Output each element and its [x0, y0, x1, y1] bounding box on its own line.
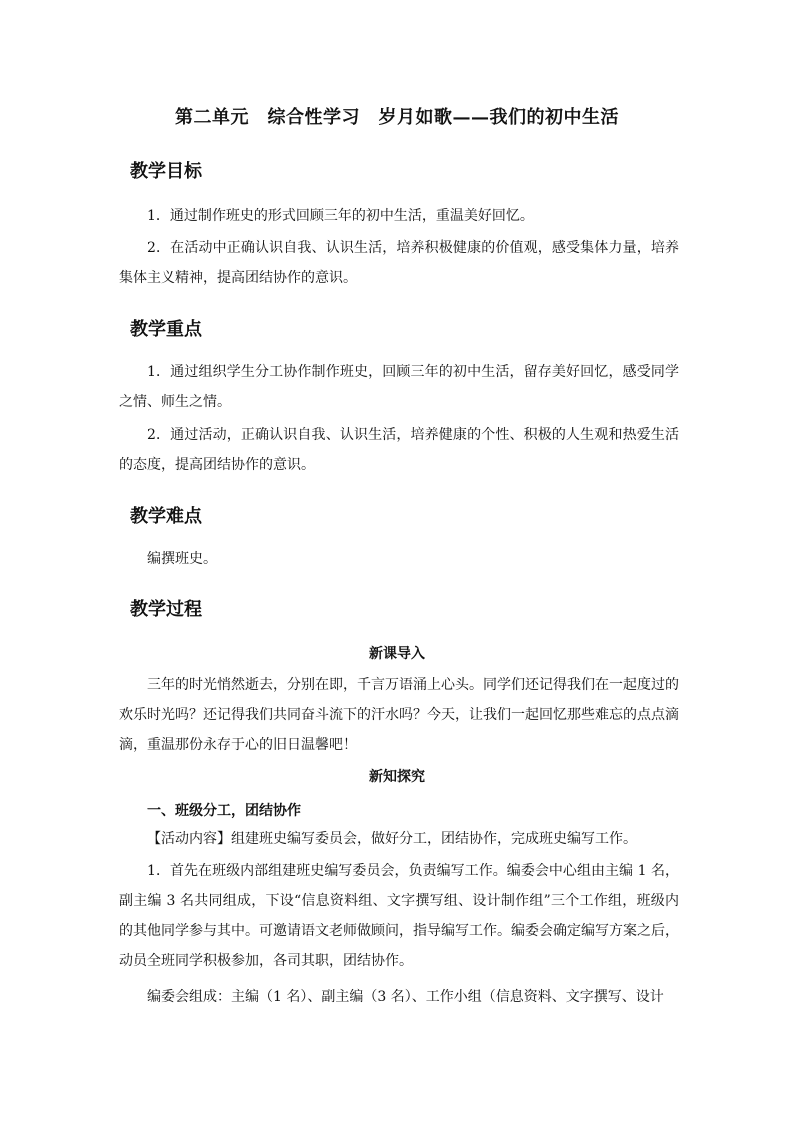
intro-paragraph: 三年的时光悄然逝去，分别在即，千言万语涌上心头。同学们还记得我们在一起度过的欢乐时光吗？还记得我们共同奋斗流下的汗水吗？今天，让我们一起回忆那些难忘的点点滴滴，重温那份永存于心的旧日温馨吧！ [119, 677, 679, 753]
key-point-item: 2．通过活动，正确认识自我、认识生活，培养健康的个性、积极的人生观和热爱生活的态度，提高团结协作的意识。 [119, 427, 679, 473]
page-title: 第二单元 综合性学习 岁月如歌——我们的初中生活 [175, 107, 619, 128]
section-heading-process: 教学过程 [126, 598, 208, 624]
part1-heading: 一、班级分工，团结协作 [147, 803, 301, 819]
committee-paragraph: 编委会组成：主编（1 名）、副主编（3 名）、工作小组（信息资料、文字撰写、设计 [147, 989, 664, 1005]
key-point-item: 1．通过组织学生分工协作制作班史，回顾三年的初中生活，留存美好回忆，感受同学之情、师生之情。 [119, 364, 679, 410]
intro-heading: 新课导入 [369, 646, 425, 662]
section-heading-objectives: 教学目标 [126, 160, 208, 186]
objective-item: 2．在活动中正确认识自我、认识生活，培养积极健康的价值观，感受集体力量，培养集体主义精神，提高团结协作的意识。 [119, 240, 679, 286]
step1-paragraph: 1．首先在班级内部组建班史编写委员会，负责编写工作。编委会中心组由主编 1 名，副主编 3 名共同组成，下设“信息资料组、文字撰写组、设计制作组”三个工作组，班级内的其他同学参与其中。可邀请语文老师做顾问，指导编写工作。编委会确定编写方案之后，动员全班同学积极参加，各司其职，团结协作。 [119, 863, 679, 969]
objective-item: 1．通过制作班史的形式回顾三年的初中生活，重温美好回忆。 [147, 208, 534, 224]
activity-paragraph: 【活动内容】组建班史编写委员会，做好分工，团结协作，完成班史编写工作。 [147, 831, 637, 847]
section-heading-key-points: 教学重点 [126, 318, 208, 344]
explore-heading: 新知探究 [369, 769, 425, 785]
section-heading-difficulties: 教学难点 [126, 505, 208, 531]
difficulty-item: 编撰班史。 [147, 551, 217, 567]
